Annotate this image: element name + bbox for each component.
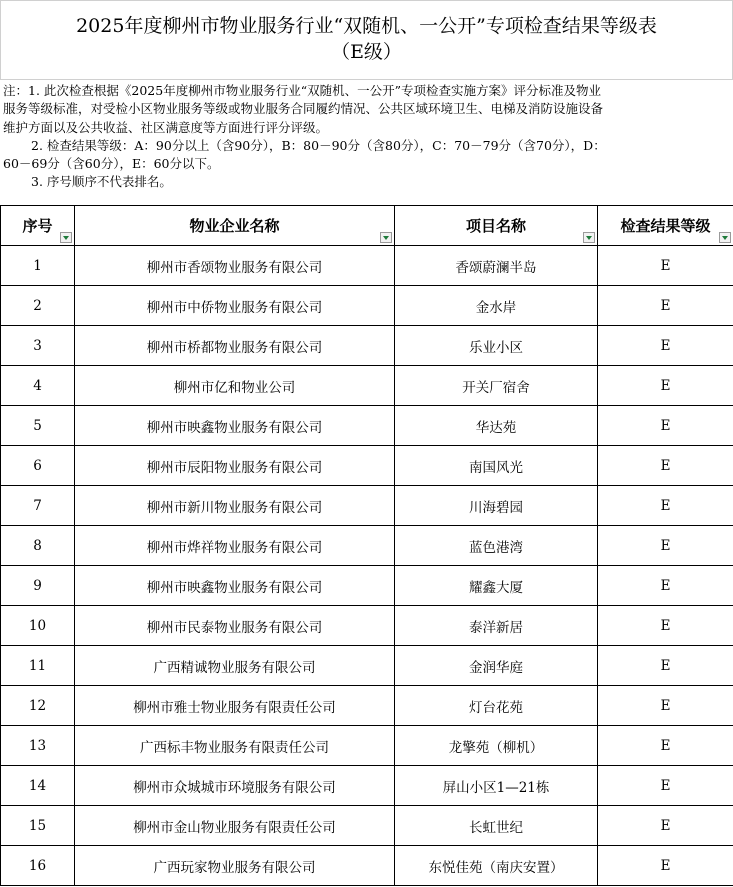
cell-company: 柳州市亿和物业公司 (75, 366, 395, 406)
cell-grade: E (598, 406, 733, 446)
table-row (1, 806, 733, 846)
cell-index: 5 (1, 406, 75, 446)
cell-project: 南国风光 (395, 446, 598, 486)
table-row (1, 686, 733, 726)
table-row (1, 726, 733, 766)
table-row (1, 766, 733, 806)
cell-company: 柳州市烨祥物业服务有限公司 (75, 526, 395, 566)
cell-grade: E (598, 806, 733, 846)
cell-project: 开关厂宿舍 (395, 366, 598, 406)
cell-company: 柳州市新川物业服务有限公司 (75, 486, 395, 526)
cell-project: 金润华庭 (395, 646, 598, 686)
cell-index: 11 (1, 646, 75, 686)
table-row (1, 526, 733, 566)
cell-grade: E (598, 766, 733, 806)
cell-grade: E (598, 326, 733, 366)
table-row (1, 646, 733, 686)
cell-index: 12 (1, 686, 75, 726)
note-line: 60－69分（含60分），E：60分以下。 (3, 156, 220, 172)
cell-project: 华达苑 (395, 406, 598, 446)
table-row (1, 486, 733, 526)
cell-index: 16 (1, 846, 75, 886)
cell-index: 10 (1, 606, 75, 646)
cell-company: 柳州市辰阳物业服务有限公司 (75, 446, 395, 486)
page-title: 2025年度柳州市物业服务行业“双随机、一公开”专项检查结果等级表 (76, 15, 657, 37)
cell-index: 7 (1, 486, 75, 526)
note-line: 3. 序号顺序不代表排名。 (31, 174, 172, 190)
cell-company: 柳州市桥都物业服务有限公司 (75, 326, 395, 366)
header-cell-index (1, 206, 75, 246)
page-subtitle: （E级） (331, 41, 402, 63)
table-row (1, 846, 733, 886)
cell-index: 8 (1, 526, 75, 566)
table-body (1, 246, 733, 886)
cell-project: 泰洋新居 (395, 606, 598, 646)
cell-grade: E (598, 606, 733, 646)
cell-index: 4 (1, 366, 75, 406)
note-line: 服务等级标准，对受检小区物业服务等级或物业服务合同履约情况、公共区域环境卫生、电梯及消防设施设备 (3, 101, 604, 117)
cell-grade: E (598, 526, 733, 566)
filter-dropdown-icon[interactable] (60, 232, 72, 243)
table-row (1, 286, 733, 326)
cell-index: 1 (1, 246, 75, 286)
cell-index: 13 (1, 726, 75, 766)
cell-grade: E (598, 446, 733, 486)
cell-grade: E (598, 286, 733, 326)
cell-project: 香颂蔚澜半岛 (395, 246, 598, 286)
cell-project: 长虹世纪 (395, 806, 598, 846)
header-cell-company (75, 206, 395, 246)
cell-index: 6 (1, 446, 75, 486)
cell-grade: E (598, 726, 733, 766)
cell-grade: E (598, 846, 733, 886)
table-row (1, 326, 733, 366)
cell-project: 龙擎苑（柳机） (395, 726, 598, 766)
cell-index: 2 (1, 286, 75, 326)
cell-grade: E (598, 646, 733, 686)
filter-dropdown-icon[interactable] (380, 232, 392, 243)
table-row (1, 406, 733, 446)
cell-grade: E (598, 566, 733, 606)
note-line: 维护方面以及公共收益、社区满意度等方面进行评分评级。 (3, 119, 329, 135)
cell-grade: E (598, 246, 733, 286)
header-cell-grade (598, 206, 733, 246)
cell-company: 广西标丰物业服务有限责任公司 (75, 726, 395, 766)
table-row (1, 246, 733, 286)
note-line: 2. 检查结果等级：A：90分以上（含90分），B：80－90分（含80分），C：70－79分（含70分），D： (31, 137, 606, 153)
cell-company: 柳州市中侨物业服务有限公司 (75, 286, 395, 326)
cell-company: 柳州市民泰物业服务有限公司 (75, 606, 395, 646)
title-box (0, 0, 733, 80)
cell-grade: E (598, 686, 733, 726)
cell-company: 柳州市雅士物业服务有限责任公司 (75, 686, 395, 726)
cell-project: 屏山小区1—21栋 (395, 766, 598, 806)
cell-index: 9 (1, 566, 75, 606)
filter-dropdown-icon[interactable] (719, 232, 731, 243)
table-row (1, 366, 733, 406)
cell-project: 金水岸 (395, 286, 598, 326)
results-table (0, 205, 733, 886)
header-label: 序号 (22, 217, 53, 235)
cell-project: 灯台花苑 (395, 686, 598, 726)
header-label: 检查结果等级 (620, 217, 711, 235)
cell-company: 柳州市映鑫物业服务有限公司 (75, 406, 395, 446)
header-label: 项目名称 (465, 217, 526, 235)
cell-company: 广西玩家物业服务有限公司 (75, 846, 395, 886)
cell-company: 柳州市众城城市环境服务有限公司 (75, 766, 395, 806)
table-row (1, 446, 733, 486)
cell-project: 蓝色港湾 (395, 526, 598, 566)
header-row (1, 206, 733, 246)
cell-company: 广西精诚物业服务有限公司 (75, 646, 395, 686)
header-cell-project (395, 206, 598, 246)
cell-project: 东悦佳苑（南庆安置） (395, 846, 598, 886)
cell-grade: E (598, 366, 733, 406)
filter-dropdown-icon[interactable] (583, 232, 595, 243)
cell-index: 14 (1, 766, 75, 806)
table-row (1, 606, 733, 646)
note-line: 注：1. 此次检查根据《2025年度柳州市物业服务行业“双随机、一公开”专项检查实施方案》评分标准及物业 (3, 83, 601, 98)
cell-index: 3 (1, 326, 75, 366)
cell-project: 耀鑫大厦 (395, 566, 598, 606)
cell-company: 柳州市金山物业服务有限责任公司 (75, 806, 395, 846)
cell-company: 柳州市映鑫物业服务有限公司 (75, 566, 395, 606)
notes-block (3, 82, 731, 192)
cell-company: 柳州市香颂物业服务有限公司 (75, 246, 395, 286)
cell-index: 15 (1, 806, 75, 846)
cell-project: 乐业小区 (395, 326, 598, 366)
header-label: 物业企业名称 (189, 217, 280, 235)
cell-grade: E (598, 486, 733, 526)
cell-project: 川海碧园 (395, 486, 598, 526)
table-row (1, 566, 733, 606)
